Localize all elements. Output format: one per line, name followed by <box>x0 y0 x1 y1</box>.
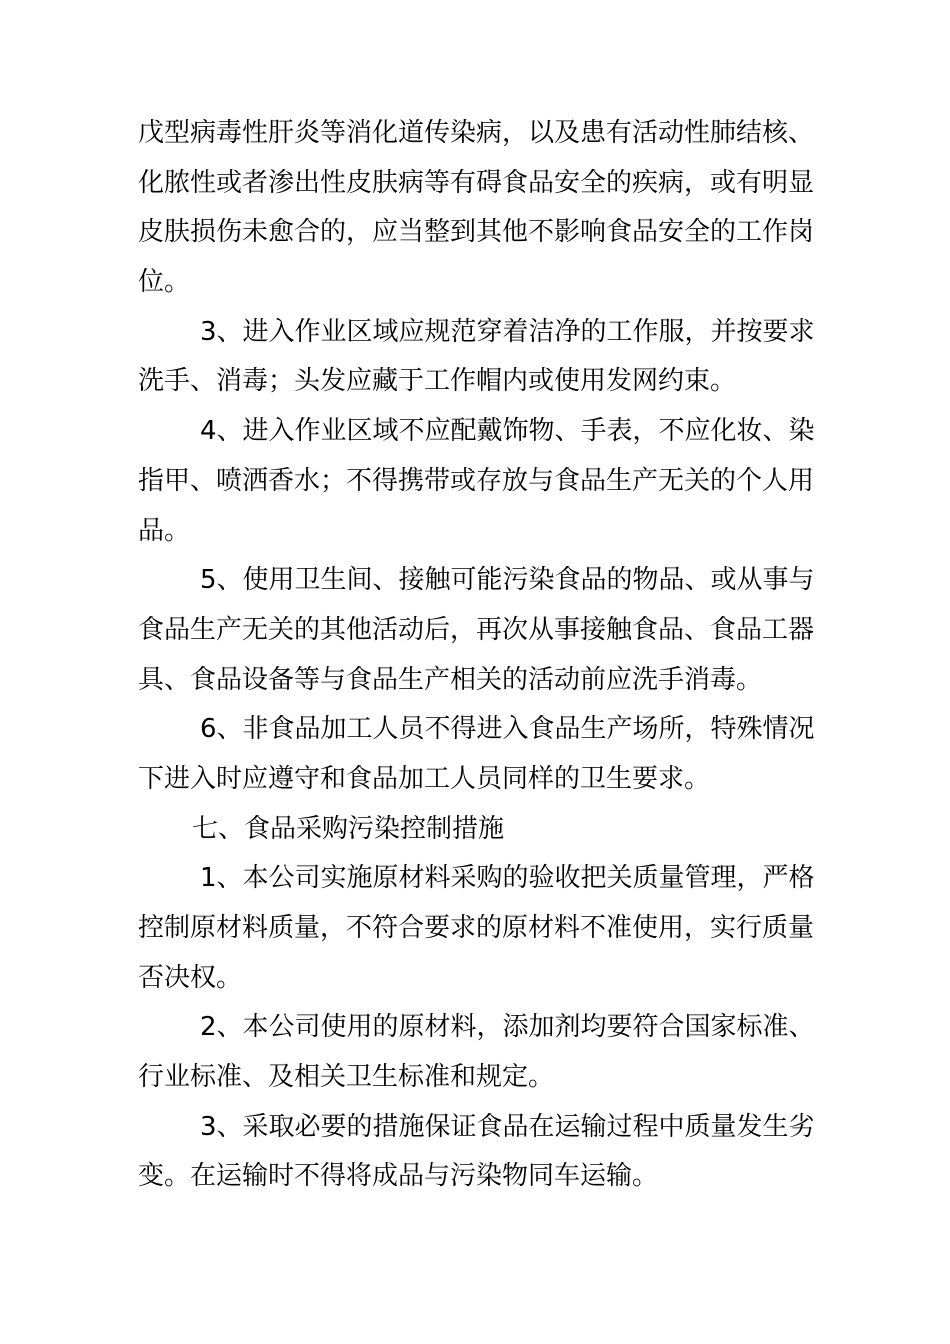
text-line: 4、进入作业区域不应配戴饰物、手表，不应化妆、染 <box>200 416 815 447</box>
text-line: 行业标准、及相关卫生标准和规定。 <box>138 1062 555 1093</box>
text-line: 3、采取必要的措施保证食品在运输过程中质量发生劣 <box>200 1111 815 1142</box>
text-line: 5、使用卫生间、接触可能污染食品的物品、或从事与 <box>200 565 815 596</box>
text-line: 6、非食品加工人员不得进入食品生产场所，特殊情况 <box>200 714 815 745</box>
section-heading: 七、食品采购污染控制措施 <box>192 813 505 844</box>
text-line: 具、食品设备等与食品生产相关的活动前应洗手消毒。 <box>138 664 763 695</box>
text-line: 品。 <box>138 515 191 546</box>
text-line: 下进入时应遵守和食品加工人员同样的卫生要求。 <box>138 763 711 794</box>
text-line: 1、本公司实施原材料采购的验收把关质量管理，严格 <box>200 863 815 894</box>
text-line: 3、进入作业区域应规范穿着洁净的工作服，并按要求 <box>200 316 815 347</box>
text-line: 位。 <box>138 267 191 298</box>
text-line: 指甲、喷洒香水；不得携带或存放与食品生产无关的个人用 <box>138 465 815 496</box>
text-line: 2、本公司使用的原材料，添加剂均要符合国家标准、 <box>200 1012 815 1043</box>
text-line: 戊型病毒性肝炎等消化道传染病，以及患有活动性肺结核、 <box>138 118 815 148</box>
text-line: 化脓性或者渗出性皮肤病等有碍食品安全的疾病，或有明显 <box>138 167 815 198</box>
text-line: 变。在运输时不得将成品与污染物同车运输。 <box>138 1161 659 1192</box>
text-line: 洗手、消毒；头发应藏于工作帽内或使用发网约束。 <box>138 366 737 397</box>
text-line: 控制原材料质量，不符合要求的原材料不准使用，实行质量 <box>138 913 815 943</box>
text-line: 食品生产无关的其他活动后，再次从事接触食品、食品工器 <box>138 614 815 645</box>
text-line: 皮肤损伤未愈合的，应当整到其他不影响食品安全的工作岗 <box>138 217 815 248</box>
document-body <box>138 109 815 1202</box>
text-line: 否决权。 <box>138 962 243 993</box>
